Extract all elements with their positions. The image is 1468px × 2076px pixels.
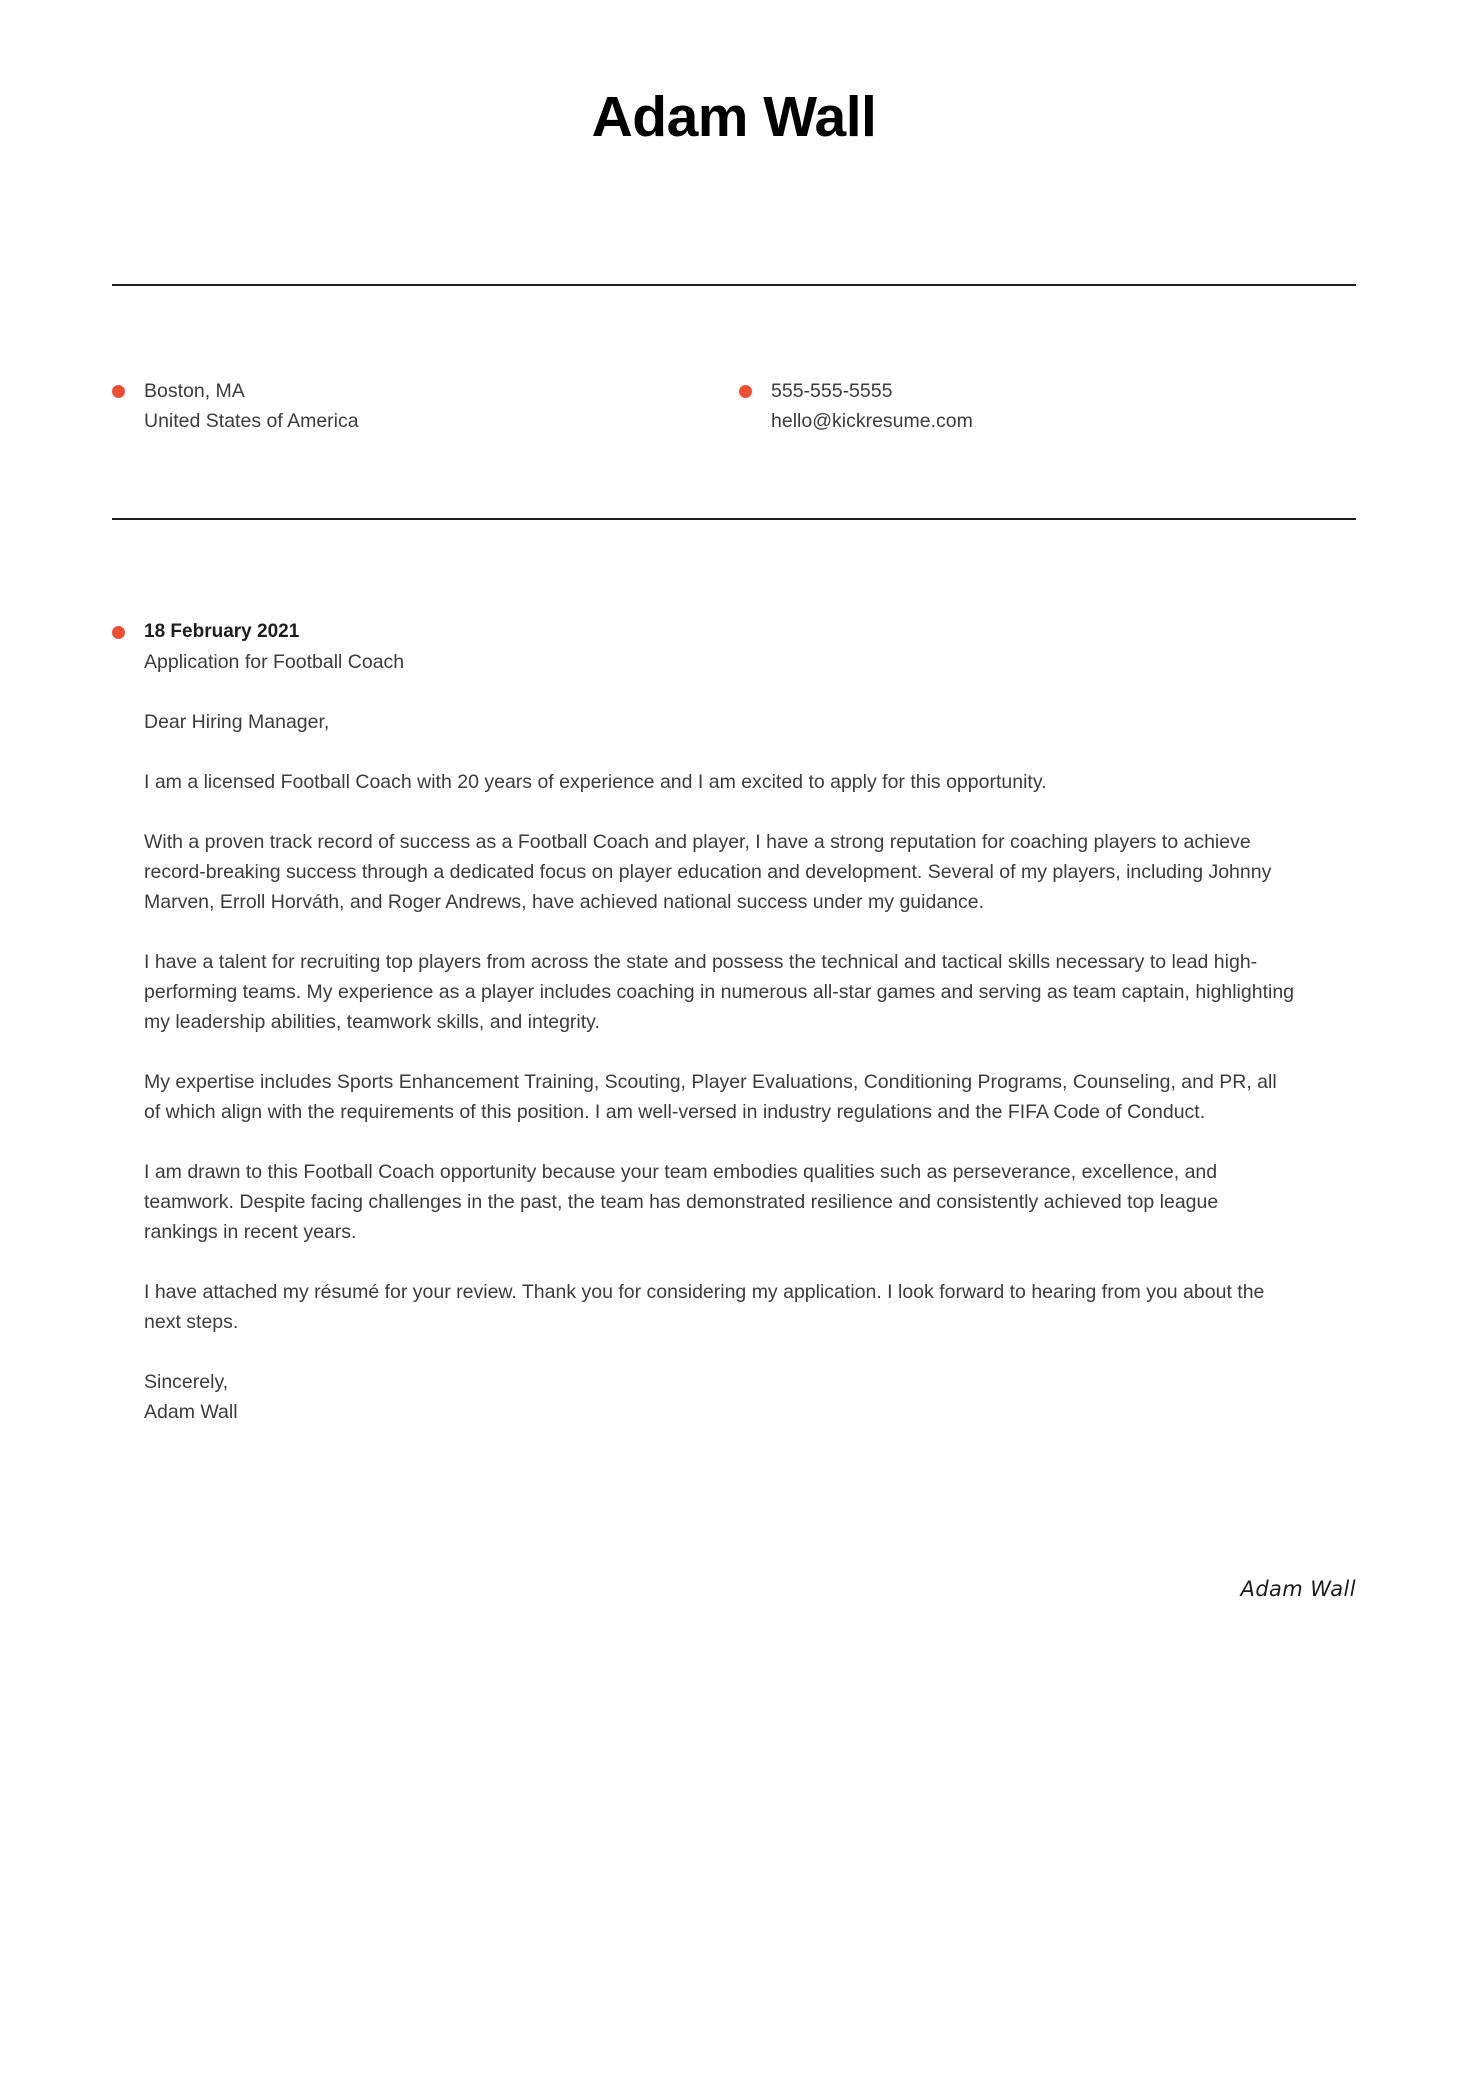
bullet-dot-icon	[112, 385, 125, 398]
handwritten-signature: Adam Wall	[1240, 1577, 1356, 1601]
letter-closing: Sincerely,	[144, 1371, 229, 1393]
letter-closing-name: Adam Wall	[144, 1401, 238, 1423]
letter-paragraph: My expertise includes Sports Enhancement Training, Scouting, Player Evaluations, Conditioning Programs, Counseling, and PR, all of which align with the requirements of this position. I am well-versed in industry regulations and the FIFA Code of Conduct.	[144, 1071, 1277, 1123]
contact-phone: 555-555-5555	[771, 380, 893, 402]
letter-paragraph: I have attached my résumé for your review. Thank you for considering my application. I look forward to hearing from you about the next steps.	[144, 1281, 1265, 1333]
letter-paragraph: I have a talent for recruiting top players from across the state and possess the technical and tactical skills necessary to lead high-performing teams. My experience as a player includes coaching in numerous all-star games and serving as team captain, highlighting my leadership abilities, teamwork skills, and integrity.	[144, 951, 1295, 1033]
letter-salutation: Dear Hiring Manager,	[144, 711, 330, 733]
contact-email: hello@kickresume.com	[771, 410, 973, 432]
divider-top	[112, 284, 1356, 286]
bullet-dot-icon	[112, 626, 125, 639]
letter-body	[112, 617, 1312, 1427]
bullet-dot-icon	[739, 385, 752, 398]
letter-date: 18 February 2021	[144, 621, 300, 642]
contact-section	[112, 376, 1356, 436]
divider-bottom	[112, 518, 1356, 520]
contact-details	[729, 376, 1356, 436]
contact-country: United States of America	[144, 410, 359, 432]
letter-paragraph: With a proven track record of success as a Football Coach and player, I have a strong reputation for coaching players to achieve record-breaking success through a dedicated focus on player education and development. Several of my players, including Johnny Marven, Erroll Horváth, and Roger Andrews, have achieved national success under my guidance.	[144, 831, 1272, 913]
contact-city: Boston, MA	[144, 380, 245, 402]
contact-location	[112, 376, 729, 436]
page-title: Adam Wall	[591, 85, 877, 149]
letter-subject: Application for Football Coach	[144, 651, 405, 673]
letter-paragraph: I am drawn to this Football Coach opportunity because your team embodies qualities such as perseverance, excellence, and teamwork. Despite facing challenges in the past, the team has demonstrated resilience and consistently achieved top league rankings in recent years.	[144, 1161, 1219, 1243]
letter-paragraph: I am a licensed Football Coach with 20 years of experience and I am excited to apply for this opportunity.	[144, 771, 1047, 793]
